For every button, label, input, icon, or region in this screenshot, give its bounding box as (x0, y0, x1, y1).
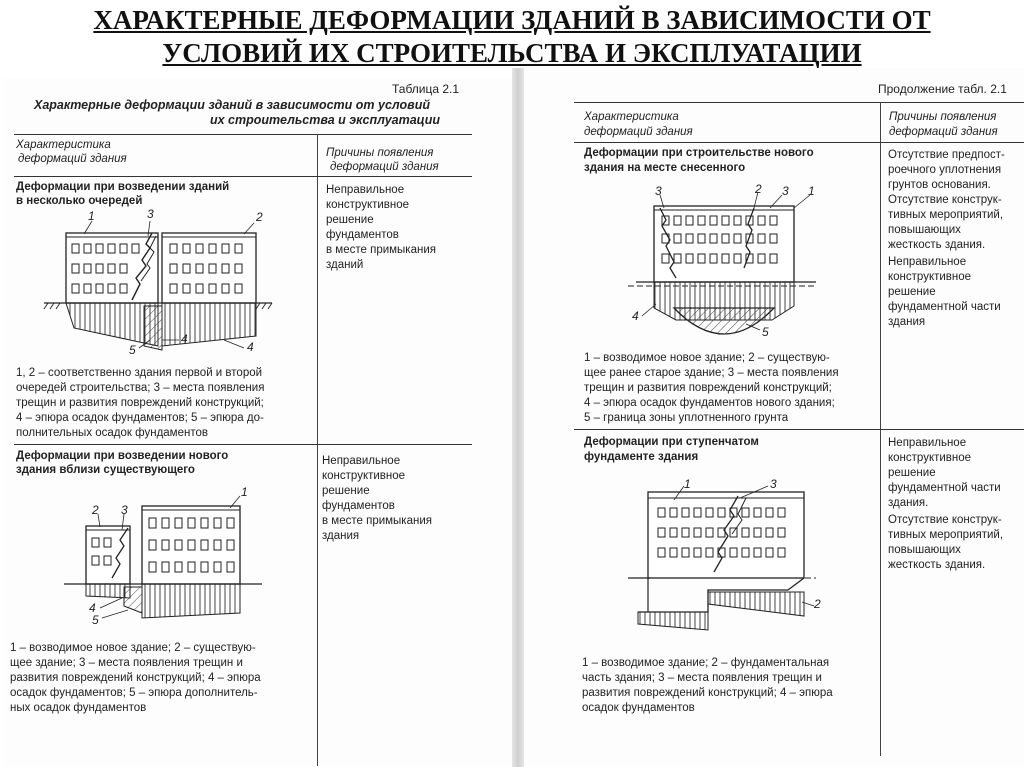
fig2-label-3: 3 (121, 503, 128, 517)
book-gutter (512, 68, 524, 767)
r-row2-title-line1: Деформации при ступенчатом (584, 436, 759, 448)
fig2-label-1: 1 (241, 485, 248, 499)
fig3-label-3a: 3 (655, 184, 662, 198)
fig1-label-4a: 4 (181, 332, 188, 346)
left-book-page: Таблица 2.1 Характерные деформации зданий в зависимости от условий их строительства и эксплуатации Характеристика деформаций здания Причины появления деформаций здания Деформации при возведении зданий в несколько очередей Неправильное конструктивное решение фундаментов в месте примыкания зданий 1 2 3 4 4 5 1, 2 – соответственно здания первой и второй очередей строительства; 3 – места появления трещин и развития повреждений конструкций; 4 – эпюра осадок фундаментов; 5 – эпюра до- полнительных осадок фундаментов Деформации при возведении нового здания вблизи существующего Неправильное конструктивное решение фундаментов в месте примыкания здания 1 2 3 4 5 1 – возводимое новое здание; 2 – существую- щее здание; 3 – места появления трещин и развития повреждений конструкций; 4 – эпюра осадок фундаментов; 5 – эпюра дополнитель- ных осадок фундаментов (4, 78, 512, 767)
fig1-label-4b: 4 (247, 340, 254, 354)
table-caption-line2: их строительства и эксплуатации (210, 113, 441, 127)
row1-title-line1: Деформации при возведении зданий (16, 181, 230, 193)
slide-title-line1: ХАРАКТЕРНЫЕ ДЕФОРМАЦИИ ЗДАНИЙ В ЗАВИСИМОСТИ ОТ (93, 5, 931, 35)
fig2-label-2: 2 (92, 503, 99, 517)
fig4-label-3: 3 (770, 477, 777, 491)
fig3-label-3b: 3 (782, 184, 789, 198)
fig3-label-2: 2 (755, 182, 762, 196)
fig4-label-2: 2 (814, 597, 821, 611)
fig1-label-2: 2 (256, 210, 263, 224)
r-row1-title-line1: Деформации при строительстве нового (584, 147, 814, 159)
figure-new-near-existing (4, 78, 324, 638)
continuation-label: Продолжение табл. 2.1 (878, 82, 1007, 96)
figure-stepped-foundation (524, 68, 880, 658)
col2-header-line1: Причины появления (326, 147, 434, 159)
fig1-label-1: 1 (88, 209, 95, 223)
row2-title-line1: Деформации при возведении нового (16, 450, 229, 462)
table-label: Таблица 2.1 (392, 82, 460, 96)
fig1-label-3: 3 (147, 207, 154, 221)
slide-title-line2: УСЛОВИЙ ИХ СТРОИТЕЛЬСТВА И ЭКСПЛУАТАЦИИ (162, 38, 862, 68)
slide-title (0, 4, 1024, 70)
fig1-label-5: 5 (129, 343, 136, 357)
right-book-page: Продолжение табл. 2.1 Характеристика деформаций здания Причины появления деформаций здания Деформации при строительстве нового здания на месте снесенного Отсутствие предпост- роечного уплотнения грунтов основания. Отсутствие конструк- тивных мероприятий, повышающих жесткость здания. Неправильное конструктивное решение фундаментной части здания 3 2 3 1 4 5 1 – возводимое новое здание; 2 – существую- щее ранее старое здание; 3 – места появления трещин и развития повреждений конструкций; 4 – эпюра осадок фундаментов нового здания; 5 – граница зоны уплотненного грунта Деформации при ступенчатом фундаменте здания Неправильное конструктивное решение фундаментной части здания. Отсутствие конструк- тивных мероприятий, повышающих жесткость здания. 1 3 2 1 – возводимое здание; 2 – фундаментальная часть здания; 3 – места появления трещин и развития повреждений конструкций; 4 – эпюра осадок фундаментов (524, 68, 1024, 767)
row2-title-line2: здания вблизи существующего (16, 464, 195, 476)
r-row1-title-line2: здания на месте снесенного (584, 162, 746, 174)
fig4-label-1: 1 (684, 477, 691, 491)
col1-header-line1-right: Характеристика (584, 111, 679, 123)
col1-header-line2: деформаций здания (18, 153, 127, 165)
col1-header-line1: Характеристика (16, 139, 111, 151)
fig2-label-5: 5 (92, 613, 99, 627)
r-row2-title-line2: фундаменте здания (584, 451, 699, 463)
row1-title-line2: в несколько очередей (16, 195, 143, 207)
fig2-label-4: 4 (89, 601, 96, 615)
table-caption-line1: Характерные деформации зданий в зависимости от условий (34, 98, 430, 112)
fig3-label-5: 5 (762, 325, 769, 339)
col2-header-line2-right: деформаций здания (889, 126, 998, 138)
fig3-label-4: 4 (632, 309, 639, 323)
fig3-label-1: 1 (808, 184, 815, 198)
col2-header-line2: деформаций здания (330, 161, 439, 173)
col2-header-line1-right: Причины появления (889, 111, 997, 123)
col1-header-line2-right: деформаций здания (584, 126, 693, 138)
